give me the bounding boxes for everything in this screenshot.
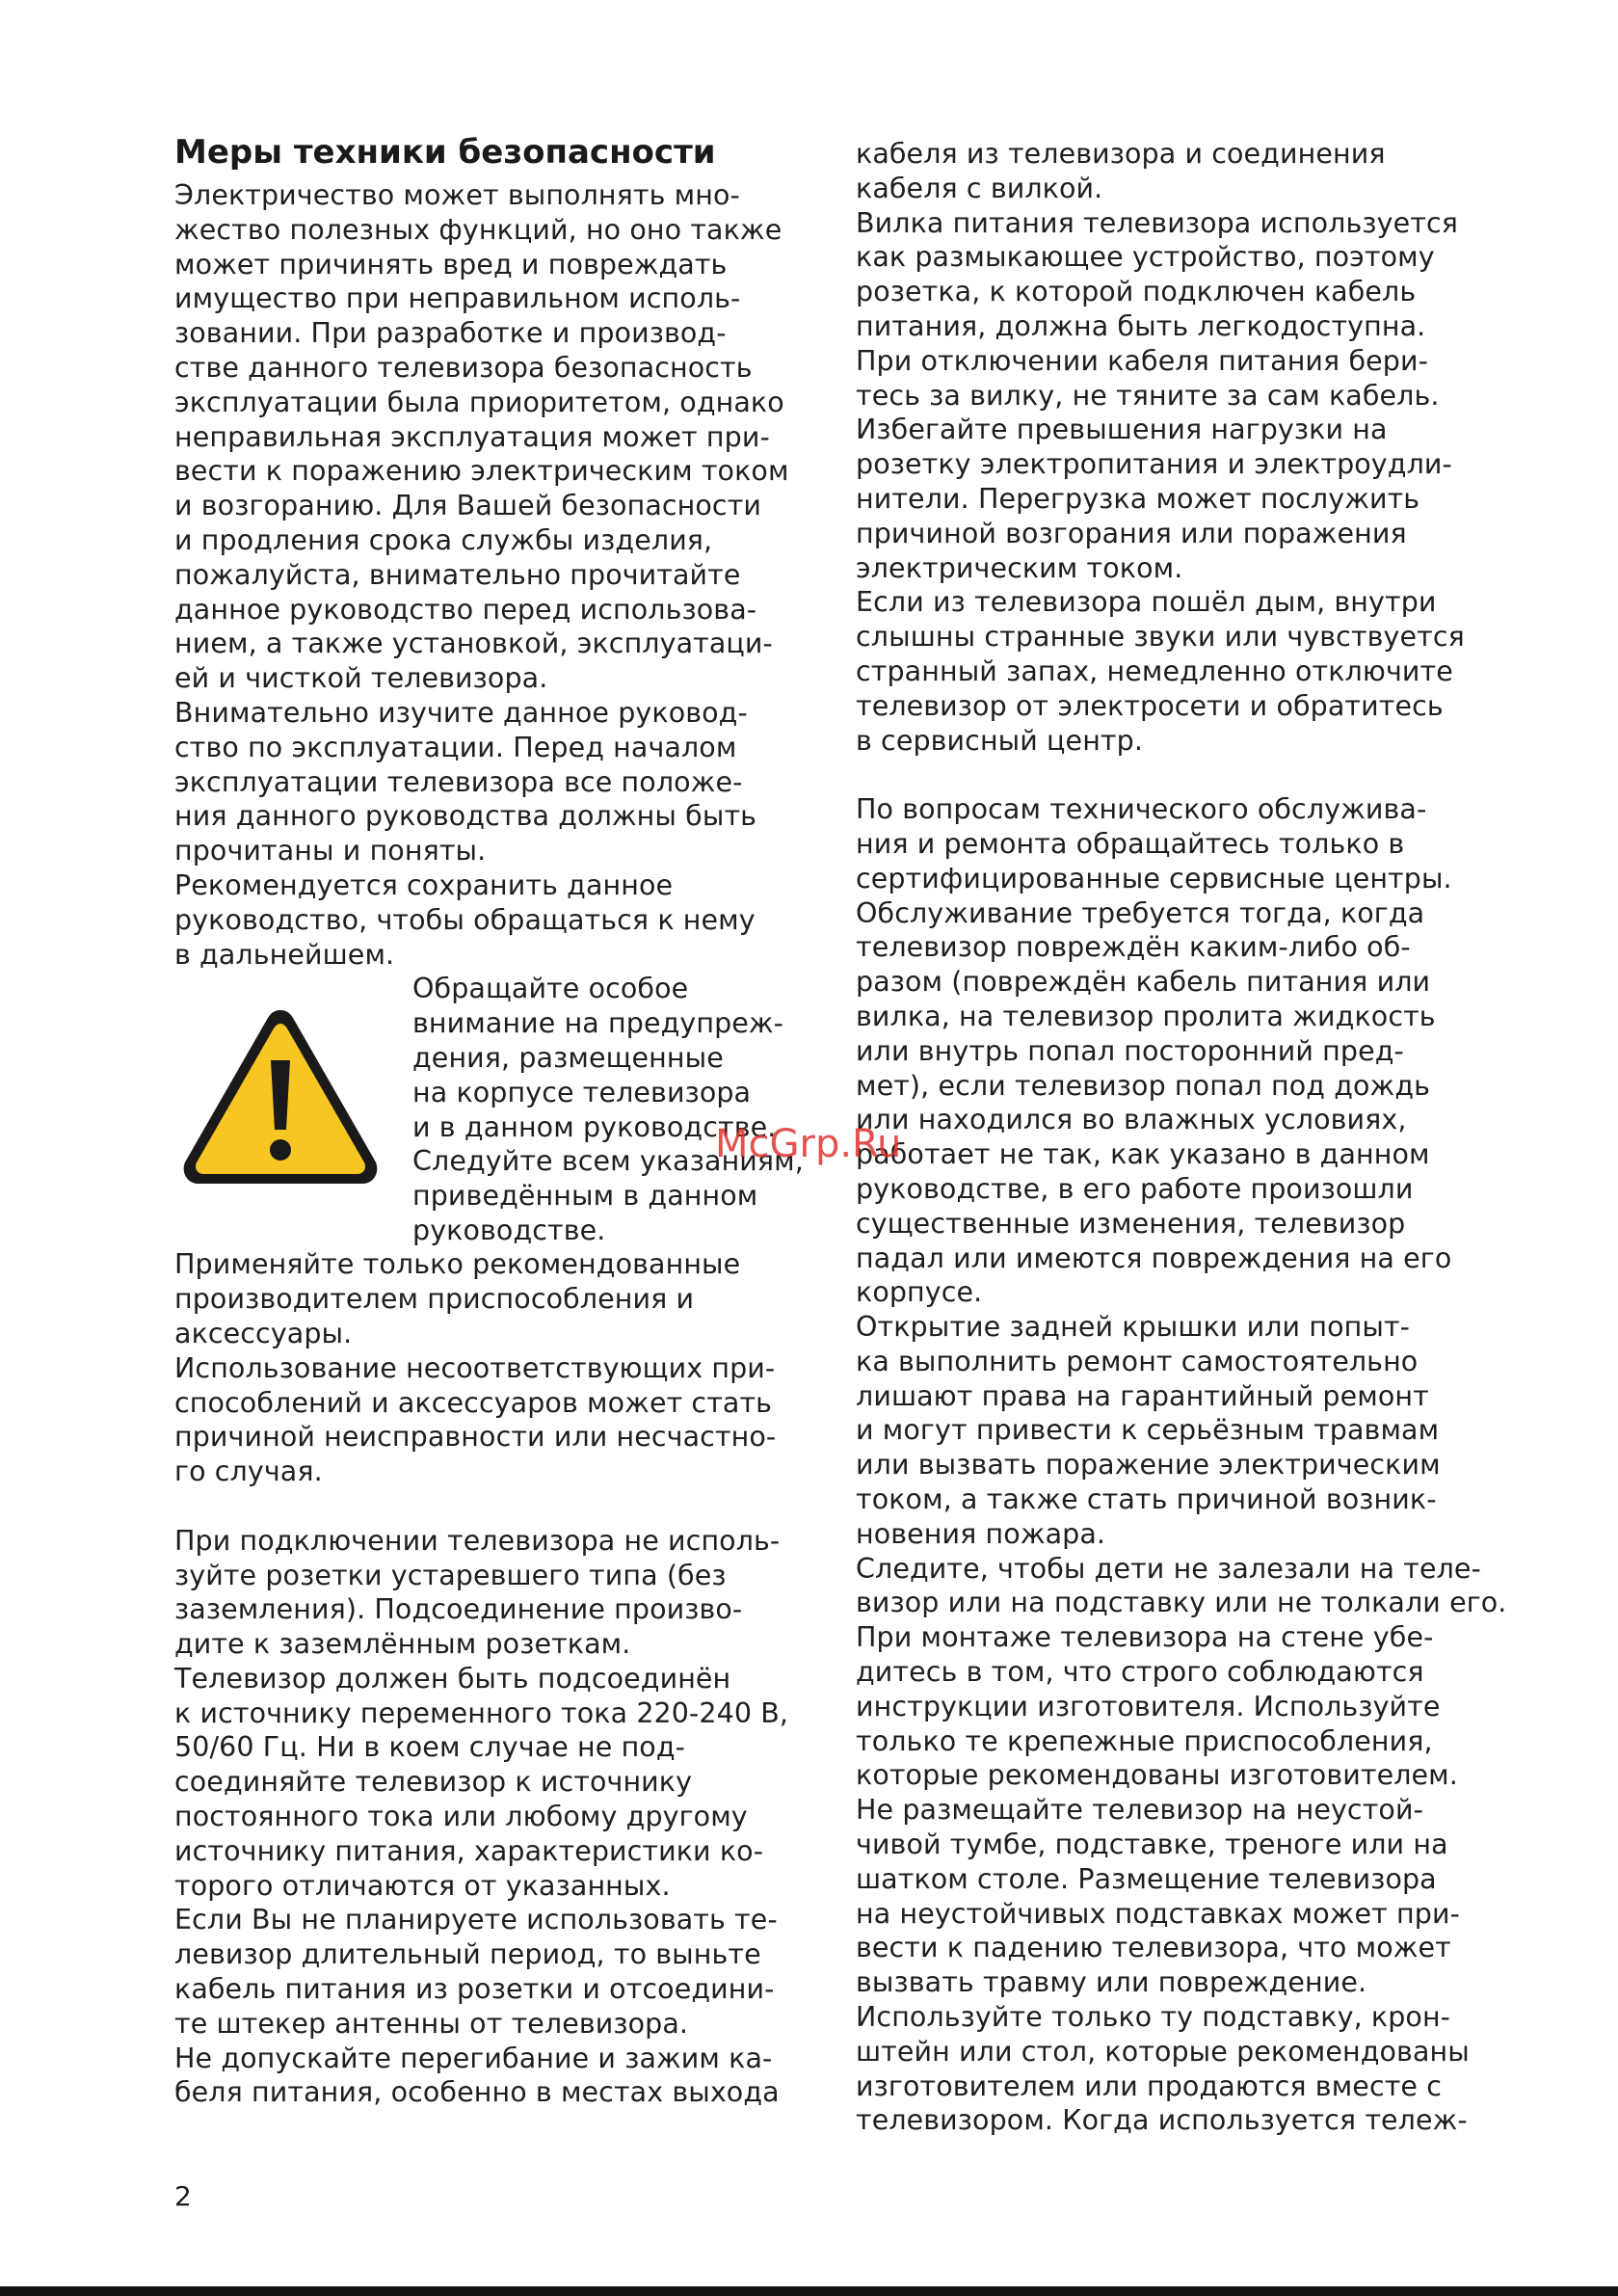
warning-text-line: руководстве. [412, 1214, 606, 1246]
accessories-text-line: способлений и аксессуаров может стать [174, 1386, 773, 1419]
power-text-line: заземления). Подсоединение произво- [174, 1593, 743, 1626]
accessories-text-line: производителем приспособления и [174, 1283, 695, 1316]
power-text-line: 50/60 Гц. Ни в коем случае не под- [174, 1731, 686, 1764]
intro-text-line: зовании. При разработке и производ- [174, 317, 727, 350]
power-text-line: кабель питания из розетки и отсоедини- [174, 1973, 775, 2006]
service-text-line: или внутрь попал посторонний пред- [856, 1034, 1404, 1067]
power-text-line: При подключении телевизора не исполь- [174, 1524, 781, 1557]
intro-text-line: нием, а также установкой, эксплуатаци- [174, 627, 773, 660]
right-paragraph-service [856, 792, 1511, 2138]
service-text-line: работает не так, как указано в данном [856, 1138, 1430, 1171]
intro-text-line: ния данного руководства должны быть [174, 800, 757, 833]
right-column [856, 137, 1511, 2138]
bottom-edge-bar [0, 2286, 1618, 2296]
intro-text-line: пожалуйста, внимательно прочитайте [174, 558, 741, 591]
intro-text-line: и возгоранию. Для Вашей безопасности [174, 490, 762, 522]
accessories-text-line: причиной неисправности или несчастно- [174, 1421, 777, 1454]
warning-text-line: Следуйте всем указаниям, [412, 1145, 804, 1178]
cable-text-line: странный запах, немедленно отключите [856, 654, 1453, 687]
warning-block [174, 972, 839, 1247]
service-text-line: мет), если телевизор попал под дождь [856, 1069, 1431, 1102]
intro-text-line: эксплуатации телевизора все положе- [174, 765, 743, 798]
warning-text-line: внимание на предупреж- [412, 1007, 784, 1040]
service-text-line: Следите, чтобы дети не залезали на теле- [856, 1552, 1481, 1585]
intro-text-line: жество полезных функций, но оно также [174, 213, 782, 246]
warning-text-line: Обращайте особое [412, 973, 689, 1005]
accessories-text-line: аксессуары. [174, 1317, 353, 1349]
service-text-line: и могут привести к серьёзным травмам [856, 1414, 1440, 1447]
power-text-line: к источнику переменного тока 220-240 В, [174, 1696, 789, 1729]
service-text-line: Используйте только ту подставку, крон- [856, 2001, 1451, 2034]
service-text-line: изготовителем или продаются вместе с [856, 2069, 1442, 2102]
service-text-line: При монтаже телевизора на стене убе- [856, 1621, 1434, 1654]
power-text-line: постоянного тока или любому другому [174, 1801, 748, 1833]
power-text-line: дите к заземлённым розеткам. [174, 1628, 631, 1661]
service-text-line: лишают права на гарантийный ремонт [856, 1379, 1429, 1412]
intro-text-line: Внимательно изучите данное руковод- [174, 696, 748, 729]
page-number: 2 [174, 2180, 192, 2212]
warning-text-line: дения, размещенные [412, 1041, 724, 1074]
power-text-line: торого отличаются от указанных. [174, 1869, 671, 1902]
service-text-line: сертифицированные сервисные центры. [856, 862, 1452, 894]
intro-text-line: и продления срока службы изделия, [174, 523, 713, 556]
left-paragraph-power [174, 1524, 839, 2111]
intro-text-line: вести к поражению электрическим током [174, 455, 789, 488]
service-text-line: телевизором. Когда используется тележ- [856, 2104, 1468, 2137]
cable-text-line: Вилка питания телевизора используется [856, 206, 1458, 239]
cable-text-line: электрическим током. [856, 551, 1183, 584]
service-text-line: визор или на подставку или не толкали его. [856, 1587, 1507, 1619]
intro-text-line: может причинять вред и повреждать [174, 248, 728, 280]
intro-text-line: руководство, чтобы обращаться к нему [174, 903, 756, 936]
cable-text-line: розетку электропитания и электроудли- [856, 448, 1452, 481]
warning-text-line: и в данном руководстве. [412, 1110, 777, 1143]
service-text-line: чивой тумбе, подставке, треноге или на [856, 1829, 1448, 1861]
left-paragraph-intro [174, 178, 839, 972]
service-text-line: руководстве, в его работе произошли [856, 1172, 1414, 1205]
cable-text-line: кабеля с вилкой. [856, 172, 1103, 204]
service-text-line: инструкции изготовителя. Используйте [856, 1690, 1441, 1722]
power-text-line: зуйте розетки устаревшего типа (без [174, 1559, 727, 1591]
cable-text-line: кабеля из телевизора и соединения [856, 138, 1386, 170]
intro-text-line: ство по эксплуатации. Перед началом [174, 731, 737, 763]
service-text-line: ния и ремонта обращайтесь только в [856, 827, 1405, 860]
cable-text-line: нители. Перегрузка может послужить [856, 482, 1420, 515]
power-text-line: те штекер антенны от телевизора. [174, 2007, 689, 2040]
warning-text-line: на корпусе телевизора [412, 1076, 752, 1108]
accessories-text-line: Применяйте только рекомендованные [174, 1248, 741, 1281]
service-text-line: падал или имеются повреждения на его [856, 1241, 1452, 1274]
cable-text-line: в сервисный центр. [856, 724, 1143, 757]
cable-text-line: слышны странные звуки или чувствуется [856, 621, 1465, 654]
intro-text-line: ей и чисткой телевизора. [174, 662, 548, 695]
intro-text-line: имущество при неправильном исполь- [174, 282, 741, 315]
cable-text-line: причиной возгорания или поражения [856, 517, 1407, 549]
intro-text-line: эксплуатации была приоритетом, однако [174, 386, 784, 418]
service-text-line: шатком столе. Размещение телевизора [856, 1862, 1437, 1895]
service-text-line: вызвать травму или повреждение. [856, 1966, 1367, 1999]
cable-text-line: как размыкающее устройство, поэтому [856, 241, 1435, 274]
service-text-line: ка выполнить ремонт самостоятельно [856, 1345, 1419, 1377]
left-paragraph-accessories [174, 1247, 839, 1489]
cable-text-line: При отключении кабеля питания бери- [856, 344, 1428, 377]
service-text-line: которые рекомендованы изготовителем. [856, 1759, 1458, 1792]
cable-text-line: тесь за вилку, не тяните за сам кабель. [856, 379, 1440, 412]
service-text-line: штейн или стол, которые рекомендованы [856, 2035, 1470, 2068]
service-text-line: только те крепежные приспособления, [856, 1724, 1433, 1757]
cable-text-line: Если из телевизора пошёл дым, внутри [856, 586, 1437, 619]
watermark-text: McGrp.Ru [715, 1122, 902, 1166]
service-text-line: существенные изменения, телевизор [856, 1207, 1406, 1240]
intro-text-line: Электричество может выполнять мно- [174, 179, 740, 211]
power-text-line: беля питания, особенно в местах выхода [174, 2076, 780, 2109]
intro-text-line: неправильная эксплуатация может при- [174, 420, 770, 453]
accessories-text-line: Использование несоответствующих при- [174, 1351, 776, 1384]
service-text-line: телевизор повреждён каким-либо об- [856, 931, 1411, 964]
warning-text-line: приведённым в данном [412, 1180, 758, 1213]
intro-text-line: прочитаны и поняты. [174, 835, 487, 868]
service-text-line: током, а также стать причиной возник- [856, 1483, 1437, 1516]
service-text-line: разом (повреждён кабель питания или [856, 966, 1431, 999]
service-text-line: Открытие задней крышки или попыт- [856, 1311, 1411, 1344]
service-text-line: или находился во влажных условиях, [856, 1104, 1407, 1136]
right-paragraph-cable [856, 137, 1511, 758]
intro-text-line: стве данного телевизора безопасность [174, 351, 753, 384]
power-text-line: соединяйте телевизор к источнику [174, 1766, 693, 1799]
service-text-line: или вызвать поражение электрическим [856, 1449, 1441, 1482]
cable-text-line: Избегайте превышения нагрузки на [856, 414, 1388, 446]
page-title: Меры техники безопасности [174, 133, 716, 172]
service-text-line: новения пожара. [856, 1517, 1106, 1550]
intro-text-line: данное руководство перед использова- [174, 593, 757, 626]
power-text-line: Не допускайте перегибание и зажим ка- [174, 2042, 773, 2074]
service-text-line: вести к падению телевизора, что может [856, 1932, 1451, 1964]
warning-text [412, 972, 804, 1247]
cable-text-line: телевизор от электросети и обратитесь [856, 689, 1444, 722]
power-text-line: левизор длительный период, то выньте [174, 1938, 761, 1971]
service-text-line: По вопросам технического обслужива- [856, 793, 1427, 826]
service-text-line: корпусе. [856, 1276, 983, 1309]
intro-text-line: Рекомендуется сохранить данное [174, 868, 674, 901]
cable-text-line: розетка, к которой подключен кабель [856, 276, 1417, 308]
power-text-line: Если Вы не планируете использовать те- [174, 1904, 778, 1936]
intro-text-line: в дальнейшем. [174, 938, 395, 971]
cable-text-line: питания, должна быть легкодоступна. [856, 309, 1426, 342]
service-text-line: Не размещайте телевизор на неустой- [856, 1794, 1423, 1827]
service-text-line: вилка, на телевизор пролита жидкость [856, 1000, 1436, 1032]
service-text-line: Обслуживание требуется тогда, когда [856, 896, 1425, 929]
service-text-line: на неустойчивых подставках может при- [856, 1897, 1460, 1930]
warning-triangle-icon [178, 1002, 383, 1191]
service-text-line: дитесь в том, что строго соблюдаются [856, 1656, 1424, 1689]
power-text-line: источнику питания, характеристики ко- [174, 1834, 764, 1867]
power-text-line: Телевизор должен быть подсоединён [174, 1662, 731, 1695]
accessories-text-line: го случая. [174, 1455, 323, 1488]
